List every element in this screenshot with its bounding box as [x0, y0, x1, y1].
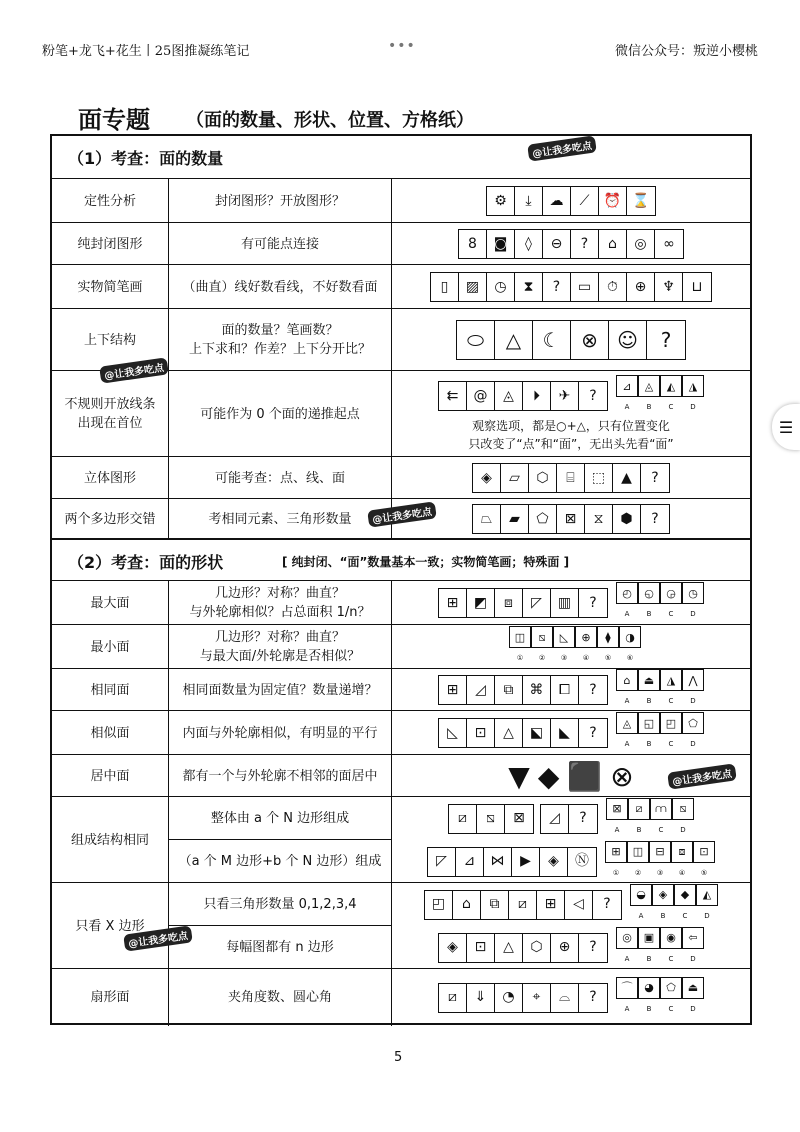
figure-sequence — [430, 272, 712, 302]
row-name: 实物简笔画 — [52, 265, 169, 309]
option-b[interactable]: ◵ B — [638, 582, 660, 624]
shape-icon: ⌖ — [523, 984, 551, 1012]
figure-eight-icon: 8 — [459, 230, 487, 258]
figure-strip — [392, 179, 750, 223]
question-icon: ? — [660, 327, 672, 352]
crossed-diamond-icon: ◆ — [537, 759, 560, 793]
row-name: 最小面 — [52, 625, 169, 669]
cake-icon: ▭ — [571, 273, 599, 301]
option-1[interactable]: ◫ ① — [509, 626, 531, 668]
option-b[interactable]: ◈ B — [652, 884, 674, 926]
shape-icon: ⊡ — [467, 719, 495, 747]
figure-sequence — [448, 804, 534, 834]
shape-icon: ⧉ — [495, 676, 523, 704]
question-icon: ? — [543, 273, 571, 301]
cup-icon: ⊔ — [691, 278, 703, 295]
spiral-icon: @ — [467, 382, 495, 410]
shape-icon: ⌂ — [453, 891, 481, 919]
header-right: 微信公众号：叛逆小樱桃 — [614, 44, 758, 59]
square-circle-icon: ◙ — [487, 230, 515, 258]
row-name: 组成结构相同 — [52, 797, 169, 883]
option-4[interactable]: ⊕ ④ — [575, 626, 597, 668]
watermark-stamp: @让我多吃点 — [99, 357, 169, 383]
alarm-icon: ⏱ — [599, 273, 627, 301]
shape-icon: ◺ — [439, 719, 467, 747]
ellipse-square-icon: ⬭ — [457, 321, 495, 359]
pyramid-icon: ▲ — [613, 464, 641, 492]
table-row — [52, 624, 750, 669]
desc-line: 几边形？对称？曲直？ — [214, 630, 345, 645]
section-note: [ 纯封闭、“面”数量基本一致；实物简笔画；特殊面 ] — [282, 555, 570, 569]
question-icon: ? — [589, 939, 597, 955]
table-row — [52, 370, 750, 457]
fan-icon: ♆ — [655, 273, 683, 301]
option-2[interactable]: ◫ ② — [627, 841, 649, 883]
page-header — [0, 0, 800, 70]
figure-strip — [392, 669, 750, 711]
option-a[interactable]: ⊿ A — [616, 375, 638, 417]
shape-icon: ◿ — [541, 805, 569, 833]
row-name: 纯封闭图形 — [52, 223, 169, 265]
row-desc: 考相同元素、三角形数量 — [169, 499, 392, 539]
cylinder-icon: ⌸ — [557, 464, 585, 492]
table-row — [52, 456, 750, 499]
row-desc — [169, 625, 392, 669]
play-icon: ⏵ — [523, 382, 551, 410]
square-icon: ⊠ — [557, 505, 585, 533]
row-desc: 整体由 a 个 N 边形组成 — [169, 797, 392, 840]
name-line: 出现在首位 — [77, 416, 143, 431]
option-c[interactable]: ◭ C — [660, 375, 682, 417]
figure-sequence — [438, 983, 608, 1013]
shape-icon: ⌘ — [523, 676, 551, 704]
shape-icon: ⊡ — [467, 934, 495, 962]
option-b[interactable]: ▣ B — [638, 927, 660, 969]
option-b[interactable]: ◱ B — [638, 712, 660, 754]
option-d[interactable]: ⏏ D — [682, 977, 704, 1019]
question-icon: ? — [589, 989, 597, 1005]
name-line: 不规则开放线条 — [64, 397, 156, 412]
shape-icon: ◸ — [428, 848, 456, 876]
triangle-icon: ◬ — [495, 382, 523, 410]
option-d[interactable]: ⧅ D — [672, 798, 694, 840]
shape-icon: ◩ — [467, 589, 495, 617]
row-desc: 可能考查：点、线、面 — [169, 457, 392, 499]
shape-icon: ◈ — [439, 934, 467, 962]
watermark-stamp: @让我多吃点 — [667, 763, 737, 789]
desc-line: 几边形？对称？曲直？ — [214, 586, 345, 601]
shape-icon: ⊕ — [551, 934, 579, 962]
figure-sequence — [508, 759, 634, 793]
shape-icon: ◁ — [565, 891, 593, 919]
question-icon: ? — [651, 510, 659, 527]
figure-strip — [392, 223, 750, 265]
figure-strip — [392, 625, 750, 669]
option-a[interactable]: ⊠ A — [606, 798, 628, 840]
question-icon: ? — [589, 724, 597, 741]
figure-sequence — [438, 588, 608, 618]
download-icon: ⤓ — [515, 187, 543, 215]
option-c[interactable]: ⬠ C — [660, 977, 682, 1019]
question-icon: ? — [571, 230, 599, 258]
figure-row — [438, 375, 704, 417]
option-a[interactable]: ◬ A — [616, 712, 638, 754]
watermark-stamp: @让我多吃点 — [527, 135, 597, 161]
option-c[interactable]: ◰ C — [660, 712, 682, 754]
option-c[interactable]: ◉ C — [660, 927, 682, 969]
row-name: 相同面 — [52, 669, 169, 711]
option-4[interactable]: ⧈ ④ — [671, 841, 693, 883]
shape-icon: ◣ — [551, 719, 579, 747]
option-1[interactable]: ⊞ ① — [605, 841, 627, 883]
row-name: 上下结构 — [52, 309, 169, 371]
moon-icon: ☾ — [533, 321, 571, 359]
phone-icon: ▯ — [431, 273, 459, 301]
question-icon: ? — [589, 681, 597, 698]
table-row — [52, 968, 750, 1026]
figure-sequence — [472, 463, 670, 493]
crossed-square-icon: ⬛ — [567, 759, 603, 793]
shape-icon: ⧉ — [481, 891, 509, 919]
table-row — [52, 754, 750, 797]
triangle-icon: △ — [495, 321, 533, 359]
option-2[interactable]: ⧅ ② — [531, 626, 553, 668]
figure-sequence — [456, 320, 686, 360]
figure-strip — [392, 926, 750, 969]
watermark-stamp: @让我多吃点 — [367, 501, 437, 527]
shape-icon: ⇓ — [467, 984, 495, 1012]
figure-sequence — [438, 718, 608, 748]
table-row — [52, 668, 750, 711]
crossed-triangle-icon: ▼ — [508, 759, 530, 793]
shape-icon: ⋈ — [484, 848, 512, 876]
shape-icon: ◿ — [467, 676, 495, 704]
question-icon: ? — [589, 594, 597, 611]
options — [606, 798, 694, 840]
trapezoid-icon: ⏢ — [473, 505, 501, 533]
option-c[interactable]: ⩋ C — [650, 798, 672, 840]
figure-strip — [392, 883, 750, 926]
prism-icon: ⬡ — [529, 464, 557, 492]
more-icon[interactable]: ••• — [388, 38, 416, 54]
shape-icon: ⧄ — [449, 805, 477, 833]
figure-sequence — [486, 186, 656, 216]
pencil-icon: ◊ — [515, 230, 543, 258]
figure-strip — [392, 969, 750, 1026]
row-desc: 封闭图形？开放图形？ — [169, 179, 392, 223]
shape-icon: △ — [495, 719, 523, 747]
alarm-clock-icon: ⏰ — [599, 187, 627, 215]
desc-line: 面的数量？笔画数？ — [221, 323, 339, 338]
shape-icon: ⧅ — [477, 805, 505, 833]
watermark-stamp: @让我多吃点 — [123, 925, 193, 951]
option-a[interactable]: ◴ A — [616, 582, 638, 624]
option-5[interactable]: ⧫ ⑤ — [597, 626, 619, 668]
shape-icon: ⬡ — [523, 934, 551, 962]
crossed-circle-icon: ⊗ — [610, 759, 634, 793]
options — [616, 582, 704, 624]
hourglass-icon: ⧗ — [515, 273, 543, 301]
options — [616, 375, 704, 417]
mushroom-icon: ⌓ — [551, 984, 579, 1012]
figure-strip — [392, 265, 750, 309]
option-a[interactable]: ◒ A — [630, 884, 652, 926]
shape-icon: △ — [495, 934, 523, 962]
table-row — [52, 222, 750, 265]
option-a[interactable]: ⌒ A — [616, 977, 638, 1019]
hexagon-icon: ⬢ — [613, 505, 641, 533]
shape-icon: ▥ — [551, 589, 579, 617]
diamond-icon: ◈ — [473, 464, 501, 492]
row-name: 最大面 — [52, 581, 169, 625]
figure-strip — [392, 457, 750, 499]
option-b[interactable]: ◕ B — [638, 977, 660, 1019]
option-a[interactable]: ◎ A — [616, 927, 638, 969]
options — [616, 712, 704, 754]
option-d[interactable]: ⬠ D — [682, 712, 704, 754]
shape-icon: ◸ — [523, 589, 551, 617]
row-desc: （曲直）线好数看线，不好数看面 — [169, 265, 392, 309]
option-c[interactable]: ◶ C — [660, 582, 682, 624]
shape-icon: ⊿ — [456, 848, 484, 876]
shape-icon: ⊠ — [513, 810, 525, 826]
menu-icon[interactable]: ☰ — [772, 404, 800, 450]
figure-sequence — [540, 804, 598, 834]
option-d[interactable]: ◮ D — [682, 375, 704, 417]
table-row — [52, 264, 750, 309]
hourglass-icon: ⧖ — [585, 505, 613, 533]
section-header-1 — [52, 136, 750, 178]
parallelogram-icon: ▰ — [501, 505, 529, 533]
shape-icon: Ⓝ — [575, 853, 589, 869]
observation-line: 观察选项，都是○+△，只有位置变化 — [472, 419, 670, 433]
circle-line-icon: ⊖ — [543, 230, 571, 258]
table-row — [52, 796, 750, 883]
shape-icon: ⬕ — [523, 719, 551, 747]
figure-sequence — [438, 381, 608, 411]
option-c[interactable]: ◆ C — [674, 884, 696, 926]
bird-icon: ✈ — [551, 382, 579, 410]
row-name: 扇形面 — [52, 969, 169, 1026]
shape-icon: ⊞ — [439, 589, 467, 617]
circle-bar-icon: ◎ — [627, 230, 655, 258]
option-d[interactable]: ◭ D — [696, 884, 718, 926]
option-b[interactable]: ◬ B — [638, 375, 660, 417]
figure-sequence — [438, 675, 608, 705]
row-name: 定性分析 — [52, 179, 169, 223]
shape-icon: ⧄ — [439, 984, 467, 1012]
question-icon: ? — [579, 810, 587, 826]
row-name: 只看 X 边形 — [52, 883, 169, 969]
desc-line: 与外轮廓相似？占总面积 1/n？ — [189, 605, 371, 620]
shape-icon: ◰ — [425, 891, 453, 919]
row-name: 两个多边形交错 — [52, 499, 169, 539]
cloud-icon: ☁ — [543, 187, 571, 215]
picture-icon: ▨ — [459, 273, 487, 301]
shape-icon: ▶ — [512, 848, 540, 876]
figure-strip — [392, 309, 750, 371]
arrow-lines-icon: ⇇ — [439, 382, 467, 410]
option-a[interactable]: ⌂ A — [616, 669, 638, 711]
table-row — [52, 882, 750, 969]
cuboid-icon: ▱ — [501, 464, 529, 492]
numbered-options — [509, 626, 641, 668]
figure-sequence — [438, 933, 608, 963]
row-name: 相似面 — [52, 711, 169, 755]
shape-icon: ◔ — [495, 984, 523, 1012]
row-desc: 可能作为 0 个面的递推起点 — [169, 371, 392, 457]
row-name — [52, 371, 169, 457]
shape-icon: ⊞ — [537, 891, 565, 919]
pentagon-icon: ⬠ — [529, 505, 557, 533]
options — [616, 927, 704, 969]
row-desc: 有可能点连接 — [169, 223, 392, 265]
figure-strip — [392, 499, 750, 539]
row-desc: 相同面数量为固定值？数量递增？ — [169, 669, 392, 711]
option-c[interactable]: ◮ C — [660, 669, 682, 711]
header-left: 粉笔+龙飞+花生丨25图推凝练笔记 — [42, 44, 250, 59]
option-5[interactable]: ⊡ ⑤ — [693, 841, 715, 883]
row-desc — [169, 309, 392, 371]
option-b[interactable]: ⧄ B — [628, 798, 650, 840]
table-row — [52, 710, 750, 755]
table-row — [52, 580, 750, 625]
figure-strip — [392, 371, 750, 457]
question-icon: ? — [603, 896, 611, 912]
figure-sequence — [424, 890, 622, 920]
figure-sequence — [427, 847, 597, 877]
figure-strip — [392, 581, 750, 625]
option-d[interactable]: ◷ D — [682, 582, 704, 624]
clock-icon: ◷ — [487, 273, 515, 301]
face-icon: ☺ — [609, 321, 647, 359]
section-title: （2）考查：面的形状 — [68, 553, 224, 572]
question-icon: ? — [589, 387, 597, 404]
globe-icon: ⊕ — [627, 273, 655, 301]
option-3[interactable]: ◺ ③ — [553, 626, 575, 668]
row-desc: 每幅图都有 n 边形 — [169, 926, 392, 969]
house-icon: ⌂ — [599, 230, 627, 258]
desc-line: 与最大面/外轮廓是否相似？ — [199, 649, 361, 664]
row-desc: 内面与外轮廓相似，有明显的平行 — [169, 711, 392, 755]
numbered-options — [605, 841, 715, 883]
desc-line: 上下求和？作差？上下分开比？ — [188, 342, 371, 357]
figure-strip — [392, 840, 750, 883]
notes-table — [50, 134, 752, 1025]
option-d[interactable]: ⇦ D — [682, 927, 704, 969]
shape-icon: ⧈ — [495, 589, 523, 617]
figure-sequence — [472, 504, 670, 534]
page-subtitle: （面的数量、形状、位置、方格纸） — [186, 110, 474, 131]
hourglass-icon: ⌛ — [632, 192, 650, 209]
options — [616, 669, 704, 711]
figure-sequence — [458, 229, 684, 259]
observation-line: 只改变了“点”和“面”，无出头先看“面” — [468, 437, 674, 451]
shape-icon: ⧄ — [509, 891, 537, 919]
page-title: 面专题 — [78, 106, 150, 134]
option-3[interactable]: ⊟ ③ — [649, 841, 671, 883]
two-circles-icon: ∞ — [663, 235, 675, 252]
shape-icon: ⊞ — [439, 676, 467, 704]
table-row — [52, 178, 750, 223]
shape-icon: ◈ — [540, 848, 568, 876]
question-icon: ? — [651, 469, 659, 486]
section-header-2 — [52, 538, 750, 582]
page-number: 5 — [394, 1050, 403, 1065]
row-name: 居中面 — [52, 755, 169, 797]
option-b[interactable]: ⏏ B — [638, 669, 660, 711]
section-title: （1）考查：面的数量 — [68, 149, 224, 168]
row-desc: 只看三角形数量 0,1,2,3,4 — [169, 883, 392, 926]
chart-icon: ⟋ — [571, 187, 599, 215]
row-desc: 夹角度数、圆心角 — [169, 969, 392, 1026]
gear-icon: ⚙ — [487, 187, 515, 215]
box-icon: ⬚ — [585, 464, 613, 492]
row-desc: （a 个 M 边形+b 个 N 边形）组成 — [169, 840, 392, 883]
figure-strip — [392, 711, 750, 755]
options — [616, 977, 704, 1019]
options — [630, 884, 718, 926]
cross-circles-icon: ⊗ — [571, 321, 609, 359]
row-desc: 都有一个与外轮廓不相邻的面居中 — [169, 755, 392, 797]
shape-icon: ⧠ — [551, 676, 579, 704]
row-name: 立体图形 — [52, 457, 169, 499]
option-d[interactable]: ⋀ D — [682, 669, 704, 711]
figure-strip — [392, 797, 750, 840]
row-desc — [169, 581, 392, 625]
option-6[interactable]: ◑ ⑥ — [619, 626, 641, 668]
